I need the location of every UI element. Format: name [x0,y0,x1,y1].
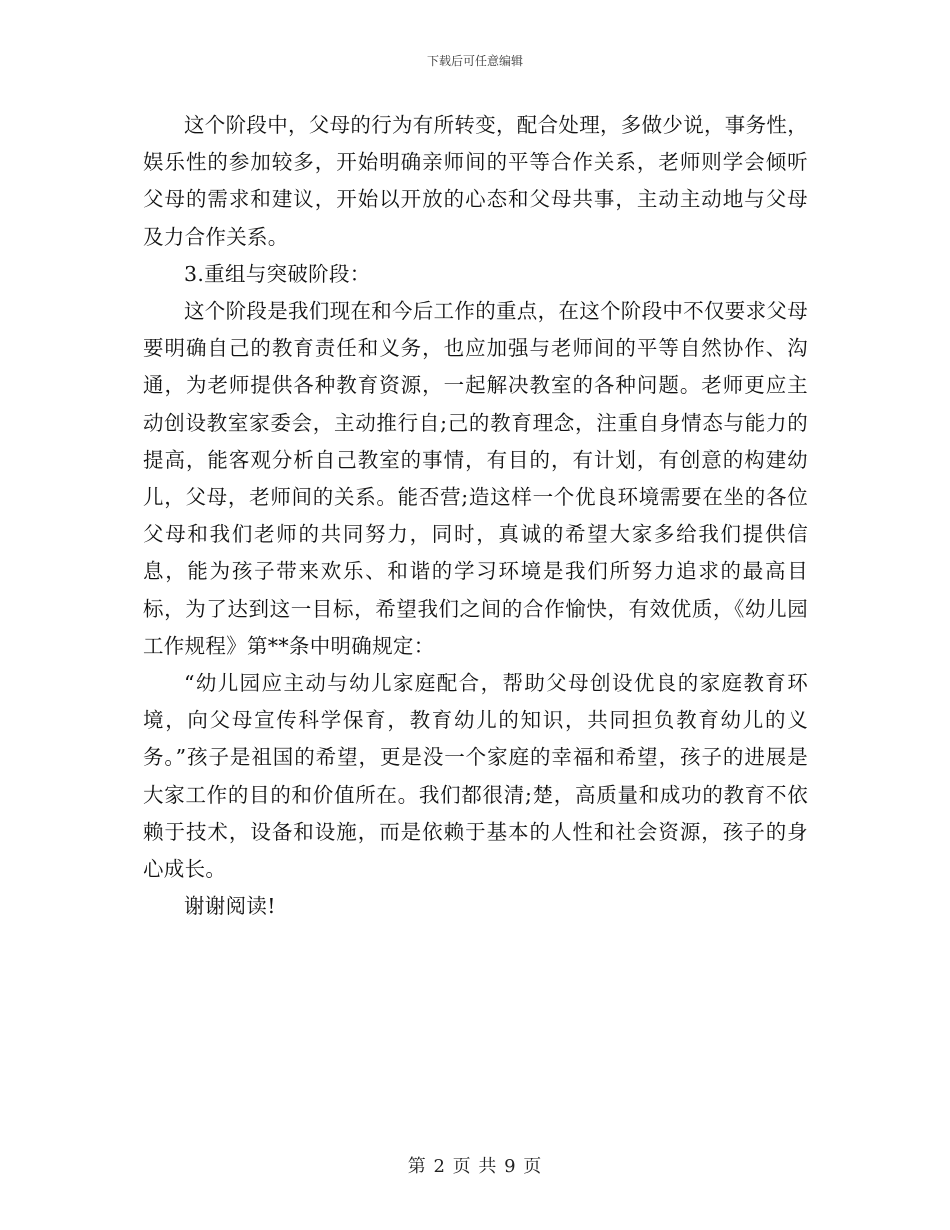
page-number: 第 2 页 共 9 页 [407,1156,543,1177]
paragraph-2: 这个阶段是我们现在和今后工作的重点，在这个阶段中不仅要求父母要明确自己的教育责任和义务，也应加强与老师间的平等自然协作、沟通，为老师提供各种教育资源，一起解决教室的各种问题。老师更应主动创设教室家委会，主动推行自;己的教育理念，注重自身情态与能力的提高，能客观分析自己教室的事情，有目的，有计划，有创意的构建幼儿，父母，老师间的关系。能否营;造这样一个优良环境需要在坐的各位父母和我们老师的共同努力，同时，真诚的希望大家多给我们提供信息，能为孩子带来欢乐、和谐的学习环境是我们所努力追求的最高目标，为了达到这一目标，希望我们之间的合作愉快，有效优质，《幼儿园工作规程》第**条中明确规定： [143,299,808,658]
paragraph-3: “幼儿园应主动与幼儿家庭配合，帮助父母创设优良的家庭教育环境，向父母宣传科学保育，教育幼儿的知识，共同担负教育幼儿的义务。”孩子是祖国的希望，更是没一个家庭的幸福和希望，孩子的进展是大家工作的目的和价值所在。我们都很清;楚，高质量和成功的教育不依赖于技术，设备和设施，而是依赖于基本的人性和社会资源，孩子的身心成长。 [143,671,808,882]
document-body [143,107,808,925]
paragraph-1: 这个阶段中，父母的行为有所转变，配合处理，多做少说，事务性，娱乐性的参加较多，开始明确亲师间的平等合作关系，老师则学会倾听父母的需求和建议，开始以开放的心态和父母共事，主动主动地与父母及力合作关系。 [143,113,808,249]
page-header: 下载后可任意编辑 [426,54,523,68]
section-heading: 3.重组与突破阶段： [184,261,371,286]
closing-line: 谢谢阅读! [184,894,276,919]
